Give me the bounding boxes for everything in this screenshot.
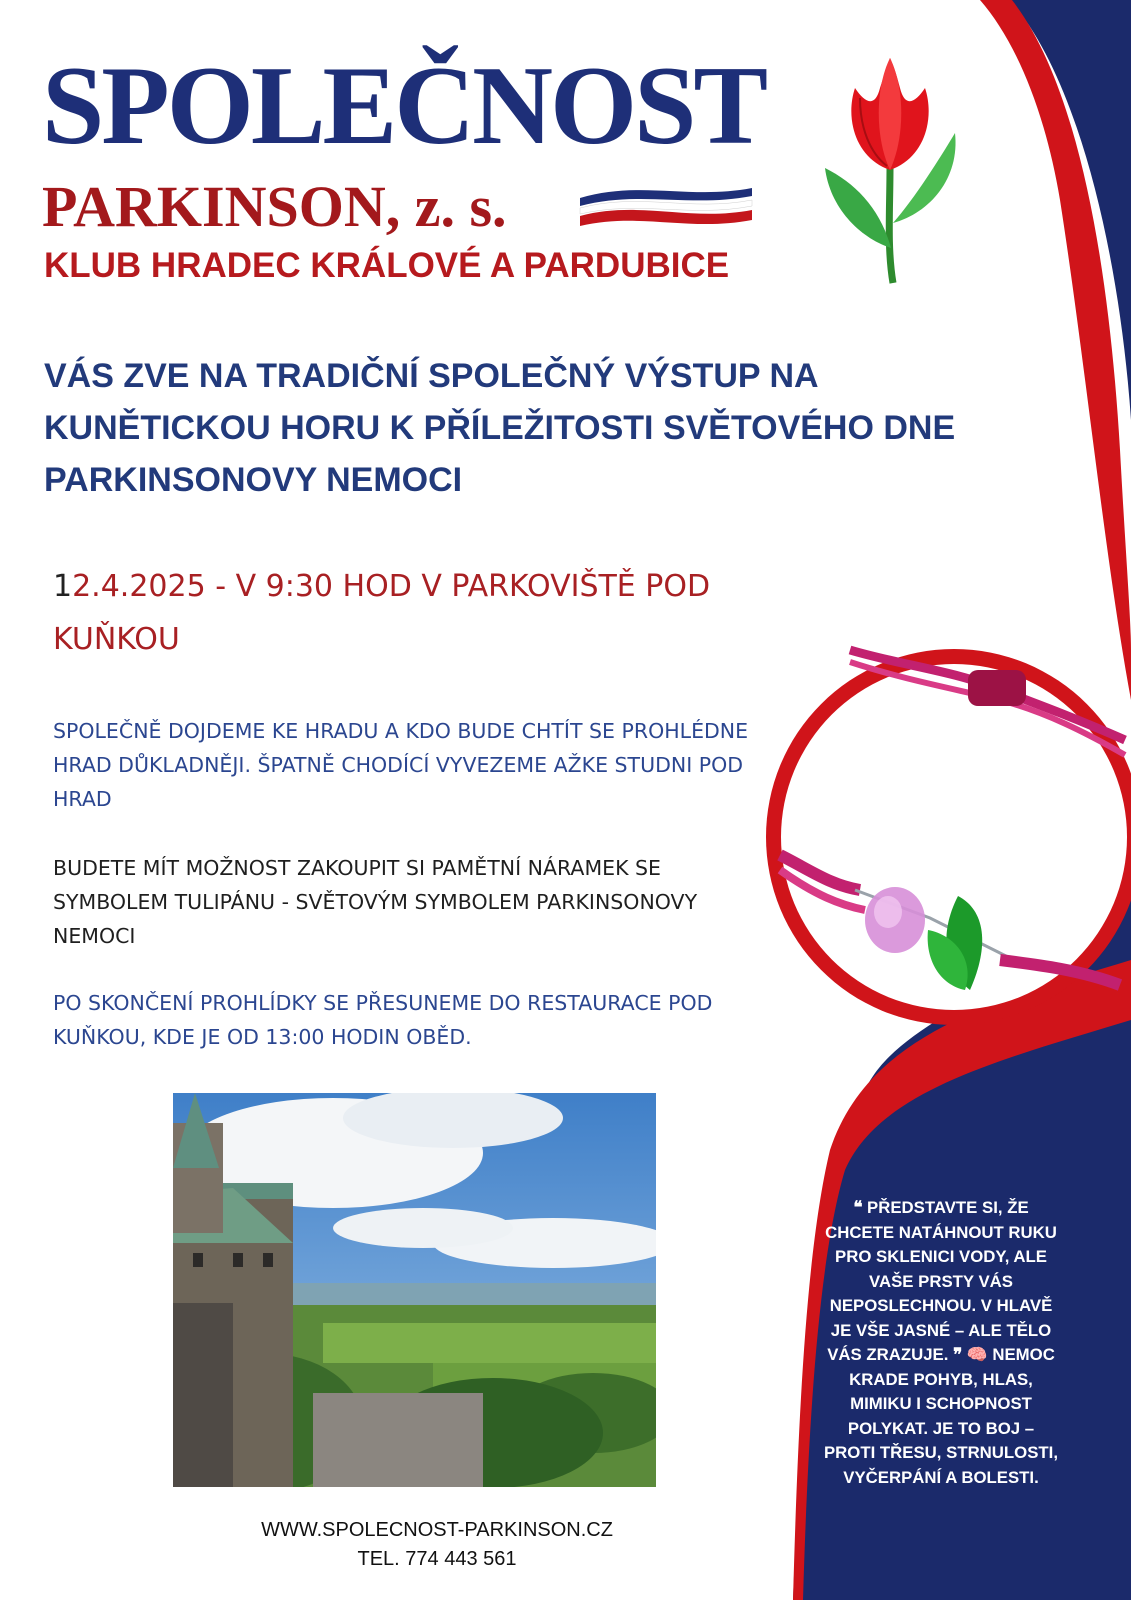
parkinson-quote <box>820 1196 1062 1490</box>
club-name: KLUB HRADEC KRÁLOVÉ A PARDUBICE <box>44 246 730 285</box>
date-first-digit: 1 <box>53 569 73 604</box>
quote-part2: NEMOC KRADE POHYB, HLAS, MIMIKU I SCHOPNOST POLYKAT. JE TO BOJ – PROTI TŘESU, STRNULOSTI, VYČERPÁNÍ A BOLESTI. <box>823 1345 1058 1487</box>
invitation-heading: VÁS ZVE NA TRADIČNÍ SPOLEČNÝ VÝSTUP NA KUNĚTICKOU HORU K PŘÍLEŽITOSTI SVĚTOVÉHO DNE PARKINSONOVY NEMOCI <box>44 357 956 499</box>
brain-icon: 🧠 <box>966 1345 988 1364</box>
phone-number: TEL. 774 443 561 <box>357 1548 517 1570</box>
flag-swoosh <box>580 188 752 226</box>
event-date <box>53 560 753 666</box>
date-rest: 2.4.2025 - V 9:30 HOD V PARKOVIŠTĚ POD KUŇKOU <box>53 569 711 657</box>
logo-subtitle: PARKINSON, z. s. <box>42 174 507 239</box>
quote-part1: ❝ PŘEDSTAVTE SI, ŽE CHCETE NATÁHNOUT RUKU PRO SKLENICI VODY, ALE VAŠE PRSTY VÁS NEPOSLECHNOU. V HLAVĚ JE VŠE JASNÉ – ALE TĚLO VÁS ZRAZUJE. ❞ <box>825 1198 1057 1364</box>
castle-photo <box>173 1093 656 1487</box>
bracelet-paragraph: BUDETE MÍT MOŽNOST ZAKOUPIT SI PAMĚTNÍ NÁRAMEK SE SYMBOLEM TULIPÁNU - SVĚTOVÝM SYMBOLEM PARKINSONOVY NEMOCI <box>53 856 698 948</box>
contact-block <box>200 1516 674 1574</box>
logo-title: SPOLEČNOST <box>42 44 766 168</box>
tulip-icon <box>815 48 965 288</box>
website-link[interactable]: WWW.SPOLECNOST-PARKINSON.CZ <box>261 1519 613 1541</box>
walk-paragraph: SPOLEČNĚ DOJDEME KE HRADU A KDO BUDE CHTÍT SE PROHLÉDNE HRAD DŮKLADNĚJI. ŠPATNĚ CHODÍCÍ VYVEZEME AŽKE STUDNI POD HRAD <box>53 719 749 811</box>
lunch-paragraph: PO SKONČENÍ PROHLÍDKY SE PŘESUNEME DO RESTAURACE POD KUŇKOU, KDE JE OD 13:00 HODIN OBĚD. <box>53 991 713 1049</box>
